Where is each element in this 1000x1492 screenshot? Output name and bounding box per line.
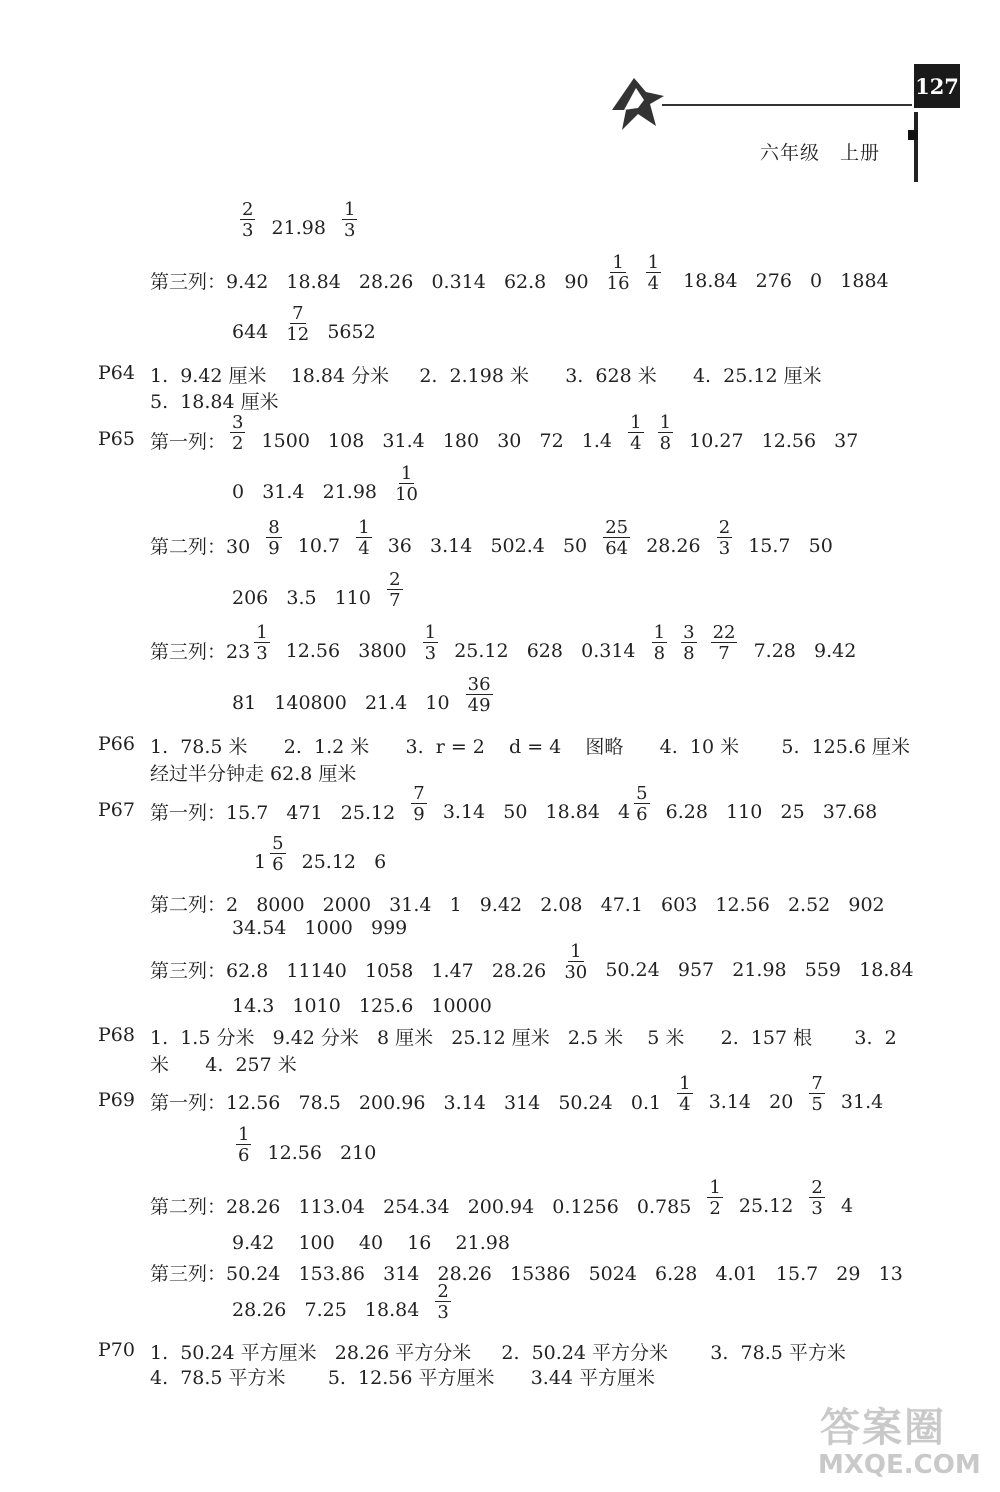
fraction-numerator: 1 [424, 622, 437, 643]
answer-text: 81 140800 21.4 10 [232, 691, 462, 714]
answer-text: 3.14 50 18.84 4 [430, 800, 631, 823]
page-ref-label: P65 [98, 428, 135, 450]
answer-text: 12.56 3800 [273, 639, 419, 662]
answer-text: 经过半分钟走 62.8 厘米 [150, 763, 357, 785]
answer-text: 5652 [315, 320, 376, 343]
answer-text: 1. 9.42 厘米 18.84 分米 2. 2.198 米 3. 628 米 4. 25.12 厘米 [150, 365, 822, 387]
fraction-numerator: 5 [636, 783, 648, 804]
fraction-denominator: 12 [286, 324, 310, 345]
answer-text: 1500 108 31.4 180 30 72 1.4 [249, 429, 625, 452]
fraction [809, 1179, 824, 1218]
answer-line [150, 941, 914, 983]
fraction [809, 1075, 824, 1114]
answer-line [232, 463, 424, 505]
answer-text [701, 640, 707, 662]
fraction-numerator: 1 [344, 199, 356, 220]
answer-line [150, 517, 833, 559]
answer-line [232, 917, 407, 939]
answer-text: 第二列：28.26 113.04 254.34 200.94 0.1256 0.785 [150, 1196, 704, 1218]
fraction-denominator: 7 [389, 590, 401, 611]
fraction [393, 465, 420, 504]
fraction-denominator: 8 [683, 643, 695, 664]
page-ref-label: P68 [98, 1024, 135, 1046]
answer-line [232, 1232, 510, 1254]
answer-line [150, 622, 857, 664]
fraction-numerator: 1 [659, 412, 672, 433]
answer-text: 4 [828, 1194, 854, 1217]
fraction [466, 676, 493, 715]
answer-text: 第一列：12.56 78.5 200.96 3.14 314 50.24 0.1 [150, 1092, 674, 1114]
fraction-numerator: 5 [272, 833, 284, 854]
fraction [230, 414, 245, 453]
page-number: 127 [914, 64, 960, 108]
fraction-numerator: 1 [400, 463, 413, 484]
fraction [435, 1283, 450, 1322]
fraction-denominator: 3 [242, 220, 254, 241]
watermark-logo [820, 1396, 946, 1453]
answer-text: 米 4. 257 米 [150, 1054, 297, 1076]
fraction [711, 624, 738, 663]
answer-line [150, 412, 859, 454]
answer-text: 第二列：30 [150, 536, 263, 558]
fraction [387, 571, 402, 610]
fraction-denominator: 3 [256, 643, 268, 664]
fraction-denominator: 9 [268, 538, 280, 559]
fraction-denominator: 49 [467, 695, 491, 716]
fraction [342, 201, 357, 240]
fraction-numerator: 2 [389, 569, 401, 590]
answer-text: 644 [232, 320, 281, 343]
fraction [240, 201, 255, 240]
watermark-line2: MXQE.COM [818, 1450, 981, 1480]
answer-line [150, 1177, 854, 1219]
fraction-numerator: 25 [605, 517, 629, 538]
fraction-denominator: 3 [811, 1198, 823, 1219]
watermark-line1: 答案圈 [820, 1405, 946, 1451]
answer-text: 25.12 [726, 1194, 806, 1217]
answer-text: 5. 18.84 厘米 [150, 391, 279, 413]
fraction-denominator: 7 [718, 643, 730, 664]
answer-line [232, 674, 497, 716]
answer-text: 6.28 110 25 37.68 [653, 800, 878, 823]
answer-text: 18.84 276 0 1884 [665, 269, 889, 292]
fraction-numerator: 1 [238, 1124, 250, 1145]
fraction-numerator: 7 [811, 1073, 823, 1094]
answer-text: 第三列：9.42 18.84 28.26 0.314 62.8 90 [150, 271, 601, 293]
page-ref-label: P69 [98, 1089, 135, 1111]
answer-text: 1. 1.5 分米 9.42 分米 8 厘米 25.12 厘米 2.5 米 5 米 2. 157 根 3. 2 [150, 1027, 897, 1049]
answer-text: 第三列：50.24 153.86 314 28.26 15386 5024 6.28 4.01 15.7 29 13 [150, 1263, 903, 1285]
answer-line [150, 1259, 903, 1286]
fraction [717, 519, 732, 558]
answer-text: 50.24 957 21.98 559 18.84 [593, 958, 914, 981]
answer-text: 25.12 628 0.314 [442, 639, 648, 662]
answer-line [150, 1050, 297, 1077]
fraction-denominator: 3 [718, 538, 731, 559]
fraction-denominator: 6 [272, 854, 284, 875]
answer-line [150, 387, 279, 414]
answer-text: 7.28 9.42 [741, 639, 857, 662]
answer-text: 1. 78.5 米 2. 1.2 米 3. r = 2 d = 4 图略 4. 10 米 5. 125.6 厘米 [150, 736, 911, 758]
fraction-denominator: 8 [653, 643, 666, 664]
answer-text: 206 3.5 110 [232, 586, 384, 609]
fraction [634, 785, 649, 824]
answer-text: 25.12 6 [289, 850, 387, 873]
answer-text [648, 430, 654, 452]
fraction [411, 785, 426, 824]
answer-line [150, 890, 885, 917]
fraction-denominator: 6 [238, 1145, 250, 1166]
fraction-denominator: 4 [630, 433, 642, 454]
fraction [266, 519, 281, 558]
fraction-numerator: 3 [232, 412, 244, 433]
answer-text: 10.7 [285, 534, 353, 557]
answer-text: 第三列：23 [150, 641, 251, 663]
fraction [254, 624, 269, 663]
answer-text: 28.26 [634, 534, 713, 557]
answer-text: 0 31.4 21.98 [232, 480, 390, 503]
fraction-numerator: 36 [467, 674, 491, 695]
answer-text [671, 640, 677, 662]
fraction-denominator: 8 [659, 433, 672, 454]
header-rule [662, 104, 912, 106]
fraction-denominator: 6 [636, 804, 648, 825]
answer-line [150, 759, 356, 786]
fraction-numerator: 2 [437, 1281, 449, 1302]
answer-line [150, 1073, 884, 1115]
answer-line [150, 361, 822, 388]
fraction-numerator: 22 [712, 622, 736, 643]
fraction-denominator: 2 [709, 1198, 721, 1219]
fraction-denominator: 30 [564, 962, 588, 983]
answer-line [150, 1023, 897, 1050]
answer-text: 第一列：15.7 471 25.12 [150, 802, 408, 824]
fraction-numerator: 1 [612, 252, 624, 273]
fraction-denominator: 64 [605, 538, 629, 559]
answer-line [254, 833, 387, 875]
fraction [236, 1126, 251, 1165]
fraction [270, 835, 285, 874]
fraction [603, 519, 630, 558]
answer-line [236, 199, 361, 241]
page-ref-label: P66 [98, 733, 135, 755]
fraction-denominator: 9 [413, 804, 425, 825]
fraction [707, 1179, 722, 1218]
grade-label: 六年级 上册 [760, 142, 881, 164]
answer-text: 1 [254, 850, 267, 873]
fraction-denominator: 3 [424, 643, 437, 664]
fraction-numerator: 7 [292, 303, 304, 324]
fraction-denominator: 3 [437, 1302, 449, 1323]
fraction-numerator: 2 [242, 199, 254, 220]
answer-text: 第三列：62.8 11140 1058 1.47 28.26 [150, 960, 559, 982]
fraction-numerator: 8 [268, 517, 280, 538]
fraction-numerator: 1 [709, 1177, 721, 1198]
fraction [646, 254, 661, 293]
answer-line [150, 783, 878, 825]
page-ref-label: P67 [98, 799, 135, 821]
watermark-url [818, 1450, 981, 1480]
fraction-numerator: 2 [718, 517, 731, 538]
answer-text: 36 3.14 502.4 50 [375, 534, 600, 557]
fraction-numerator: 1 [679, 1073, 691, 1094]
fraction [356, 519, 371, 558]
fraction-numerator: 1 [358, 517, 370, 538]
answer-text: 第一列： [150, 431, 227, 453]
fraction-denominator: 16 [606, 273, 630, 294]
fraction-numerator: 1 [256, 622, 268, 643]
answer-text: 1. 50.24 平方厘米 28.26 平方分米 2. 50.24 平方分米 3. 78.5 平方米 [150, 1342, 846, 1364]
fraction [628, 414, 643, 453]
answer-line [232, 995, 492, 1017]
answer-text: 3.14 20 [696, 1090, 806, 1113]
answer-line [232, 1124, 377, 1166]
answer-text: 10.27 12.56 37 [677, 429, 859, 452]
fraction-denominator: 4 [358, 538, 370, 559]
fraction-denominator: 4 [647, 273, 660, 294]
fraction-numerator: 2 [811, 1177, 823, 1198]
fraction [658, 414, 673, 453]
side-rule [914, 112, 918, 182]
fraction [681, 624, 696, 663]
answer-text: 14.3 1010 125.6 10000 [232, 995, 492, 1017]
fraction [562, 943, 589, 982]
fraction-numerator: 1 [630, 412, 642, 433]
answer-text: 4. 78.5 平方米 5. 12.56 平方厘米 3.44 平方厘米 [150, 1367, 656, 1389]
fraction-denominator: 4 [679, 1094, 691, 1115]
answer-line [150, 252, 889, 294]
answer-text: 第二列：2 8000 2000 31.4 1 9.42 2.08 47.1 603 12.56 2.52 902 [150, 894, 885, 916]
answer-line [232, 1281, 455, 1323]
answer-text: 21.98 [259, 216, 339, 239]
side-marker [908, 130, 918, 140]
answer-text: 15.7 50 [736, 534, 833, 557]
answer-line [150, 1363, 655, 1390]
fraction [605, 254, 632, 293]
answer-line [232, 569, 407, 611]
fraction-denominator: 10 [395, 484, 419, 505]
page-ref-label: P70 [98, 1339, 135, 1361]
fraction-numerator: 1 [647, 252, 660, 273]
fraction [677, 1075, 692, 1114]
fraction-denominator: 2 [232, 433, 244, 454]
fraction [652, 624, 667, 663]
fraction-numerator: 1 [653, 622, 666, 643]
fraction-denominator: 3 [344, 220, 356, 241]
fraction [284, 305, 311, 344]
answer-text [636, 270, 642, 292]
fraction-numerator: 3 [683, 622, 695, 643]
answer-line [232, 303, 376, 345]
answer-text: 34.54 1000 999 [232, 917, 408, 939]
answer-line [150, 1338, 846, 1365]
answer-text: 28.26 7.25 18.84 [232, 1298, 432, 1321]
fraction-denominator: 5 [811, 1094, 823, 1115]
fraction [423, 624, 438, 663]
answer-line [150, 732, 910, 759]
answer-text: 9.42 100 40 16 21.98 [232, 1232, 510, 1254]
fraction-numerator: 1 [570, 941, 582, 962]
answer-text: 31.4 [828, 1090, 884, 1113]
fraction-numerator: 7 [413, 783, 425, 804]
page-ref-label: P64 [98, 362, 135, 384]
answer-text: 12.56 210 [255, 1141, 377, 1164]
